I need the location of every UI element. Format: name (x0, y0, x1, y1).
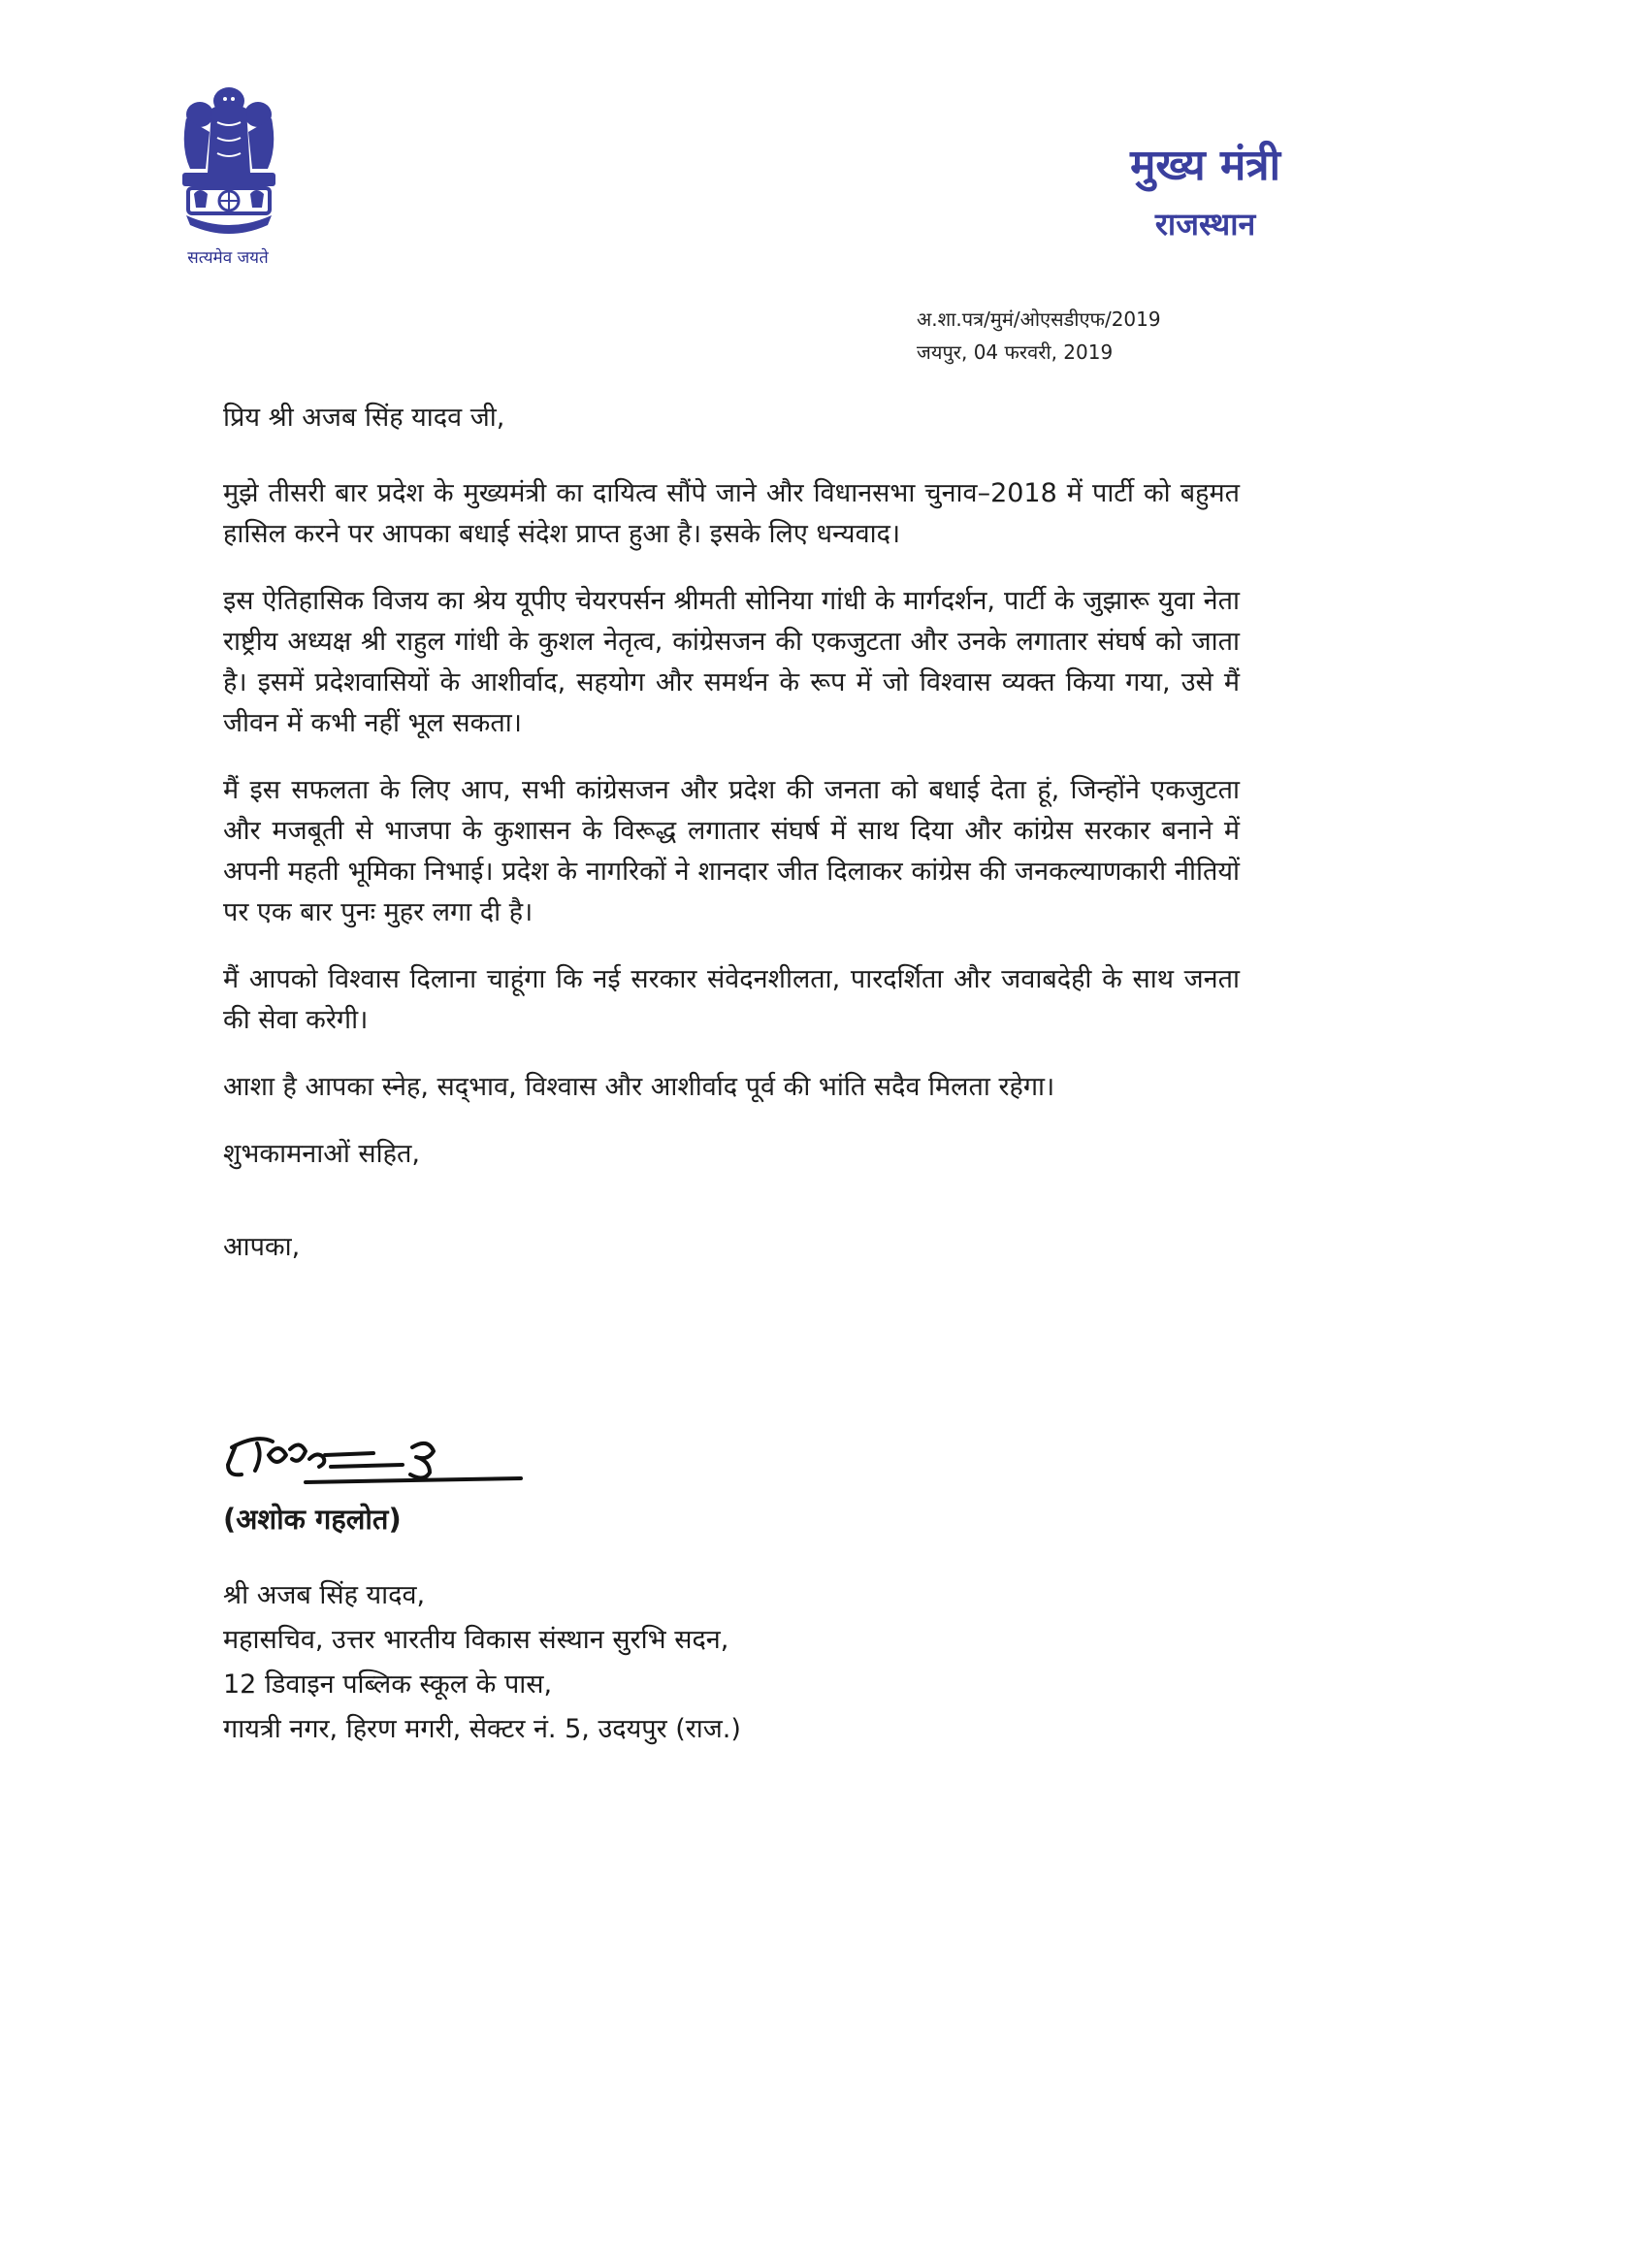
paragraph: मैं आपको विश्वास दिलाना चाहूंगा कि नई सरकार संवेदनशीलता, पारदर्शिता और जवाबदेही के साथ जनता की सेवा करेगी। (223, 964, 1240, 1035)
handwritten-signature-icon (218, 1426, 529, 1496)
reference-block (917, 303, 1161, 369)
paragraph: आशा है आपका स्नेह, सद्‌भाव, विश्वास और आशीर्वाद पूर्व की भांति सदैव मिलता रहेगा। (223, 1072, 1055, 1102)
recipient-address (223, 1573, 741, 1752)
national-emblem-icon (167, 80, 291, 269)
recipient-line: 12 डिवाइन पब्लिक स्कूल के पास, (223, 1669, 553, 1700)
paragraph: इस ऐतिहासिक विजय का श्रेय यूपीए चेयरपर्सन श्रीमती सोनिया गांधी के मार्गदर्शन, पार्टी के जुझारू युवा नेता राष्ट्रीय अध्यक्ष श्री राहुल गांधी के कुशल नेतृत्व, कांग्रेसजन की एकजुटता और उनके लगातार संघर्ष को जाता है। इसमें प्रदेशवासियों के आशीर्वाद, सहयोग और समर्थन के रूप में जो विश्वास व्यक्त किया गया, उसे मैं जीवन में कभी नहीं भूल सकता। (223, 586, 1240, 738)
office-title: मुख्य मंत्री (1130, 141, 1280, 190)
closing: शुभकामनाओं सहित, (223, 1139, 420, 1169)
salutation: प्रिय श्री अजब सिंह यादव जी, (223, 403, 505, 433)
reference-number: अ.शा.पत्र/मुमं/ओएसडीएफ/2019 (917, 308, 1161, 331)
office-state: राजस्थान (1154, 206, 1256, 243)
paragraph: मुझे तीसरी बार प्रदेश के मुख्यमंत्री का दायित्व सौंपे जाने और विधानसभा चुनाव–2018 में पार्टी को बहुमत हासिल करने पर आपका बधाई संदेश प्राप्त हुआ है। इसके लिए धन्यवाद। (223, 478, 1240, 549)
recipient-line: गायत्री नगर, हिरण मगरी, सेक्टर नं. 5, उदयपुर (राज.) (223, 1714, 741, 1744)
paragraph: मैं इस सफलता के लिए आप, सभी कांग्रेसजन और प्रदेश की जनता को बधाई देता हूं, जिन्होंने एकजुटता और मजबूती से भाजपा के कुशासन के विरूद्ध लगातार संघर्ष में साथ दिया और कांग्रेस सरकार बनाने में अपनी महती भूमिका निभाई। प्रदेश के नागरिकों ने शानदार जीत दिलाकर कांग्रेस की जनकल्याणकारी नीतियों पर एक बार पुनः मुहर लगा दी है। (223, 775, 1240, 927)
place-date: जयपुर, 04 फरवरी, 2019 (917, 340, 1114, 364)
valediction: आपका, (223, 1232, 301, 1262)
office-heading (1130, 138, 1280, 246)
signer-name: (अशोक गहलोत) (223, 1503, 402, 1536)
recipient-line: महासचिव, उत्तर भारतीय विकास संस्थान सुरभि सदन, (223, 1625, 729, 1655)
emblem-motto: सत्यमेव जयते (187, 248, 269, 268)
recipient-name: श्री अजब सिंह यादव, (223, 1580, 426, 1610)
letter-body (223, 398, 1240, 1268)
